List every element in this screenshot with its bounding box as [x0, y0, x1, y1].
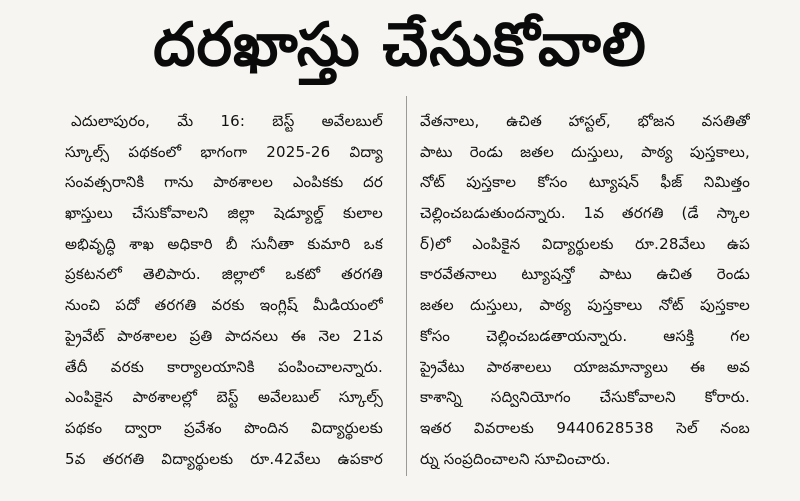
text-line: నోట్ పుస్తకాల కోసం ట్యూషన్ ఫీజ్ నిమిత్తం: [420, 173, 750, 192]
text-line: అభివృద్ధి శాఖ అధికారి బీ సునీతా కుమారి ఒక: [65, 234, 383, 253]
text-line: 5వ తరగతి విద్యార్థులకు రూ.42వేలు ఉపకార: [65, 449, 383, 468]
text-line: వేతనాలు, ఉచిత హాస్టల్, భోజన వసతితో: [420, 112, 750, 130]
text-line: ఎంపికైన పాఠశాలల్లో బెస్ట్ అవేలబుల్ స్కూల్స్: [65, 388, 383, 407]
column-divider: [406, 96, 407, 476]
headline: దరఖాస్తు చేసుకోవాలి: [153, 10, 647, 80]
text-line: ప్రకటనలో తెలిపారు. జిల్లాలో ఒకటో తరగతి: [65, 265, 383, 284]
text-line: ఖాస్తులు చేసుకోవాలని జిల్లా షెడ్యూల్డ్ కులాల: [65, 204, 383, 223]
text-line: కోసం చెల్లించబడతాయన్నారు. ఆసక్తి గల: [420, 326, 750, 345]
text-line: తేదీ వరకు కార్యాలయానికి పంపించాలన్నారు.: [65, 357, 383, 376]
text-line: ఇతర వివరాలకు 9440628538 సెల్ నంబ: [420, 418, 750, 437]
text-line: సంవత్సరానికి గాను పాఠశాలల ఎంపికకు దర: [65, 173, 383, 192]
text-line: ర్ను సంప్రదించాలని సూచించారు.: [420, 449, 611, 468]
text-line: కాశాన్ని సద్వినియోగం చేసుకోవాలని కోరారు.: [420, 388, 750, 407]
text-line: ర్)లో ఎంపికైన విద్యార్థులకు రూ.28వేలు ఉప: [420, 234, 750, 253]
text-line: పాటు రెండు జతల దుస్తులు, పాఠ్య పుస్తకాలు,: [420, 142, 750, 161]
text-line: ప్రైవేట్ పాఠశాలల ప్రతి పాదనలు ఈ నెల 21వ: [65, 326, 383, 345]
text-line: ప్రైవేటు పాఠశాలలు యాజమాన్యాలు ఈ అవ: [420, 357, 750, 376]
left-column: [65, 106, 383, 486]
text-line: చెల్లించబడుతుందన్నారు. 1వ తరగతి (డే స్కాల: [420, 204, 750, 223]
right-column: [420, 106, 750, 486]
text-line: నుంచి పదో తరగతి వరకు ఇంగ్లిష్ మీడియంలో: [65, 296, 383, 315]
text-line: ఎదులాపురం, మే 16: బెస్ట్ అవేలబుల్: [71, 112, 383, 130]
text-line: జతల దుస్తులు, పాఠ్య పుస్తకాలు నోట్ పుస్తకాల: [420, 296, 750, 315]
text-line: స్కూల్స్ పథకంలో భాగంగా 2025-26 విద్యా: [65, 142, 383, 161]
text-line: కారవేతనాలు ట్యూషన్తో పాటు ఉచిత రెండు: [420, 265, 750, 284]
text-line: పథకం ద్వారా ప్రవేశం పొందిన విద్యార్థులకు: [65, 418, 383, 437]
